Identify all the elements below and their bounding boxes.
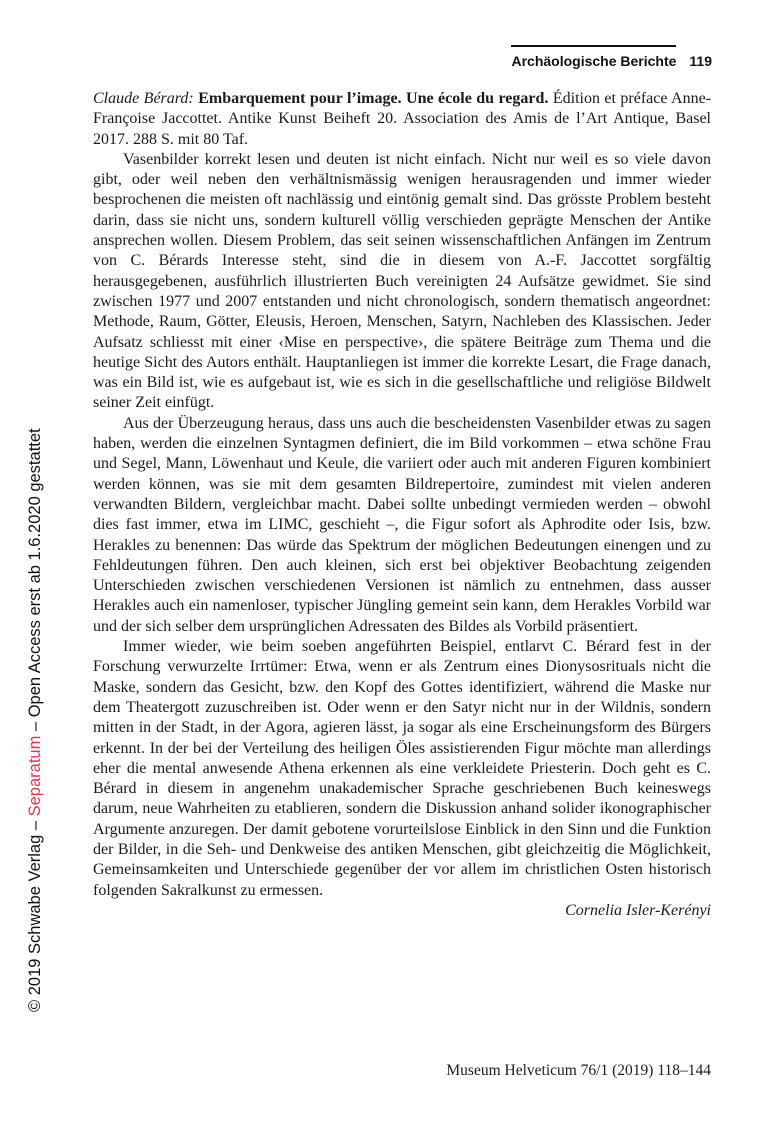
copyright-prefix: © 2019 Schwabe Verlag – <box>26 816 44 1012</box>
review-paragraph-2: Aus der Überzeugung heraus, dass uns auch die bescheidensten Vasenbilder etwas zu sagen haben, werden die einzelnen Syntagmen definiert, die im Bild vorkommen – etwa schöne Frau und Segel, Mann, Löwenhaut und Keule, die variiert oder auch mit anderen Figuren kombiniert werden können, was sie mit dem gesamten Bildrepertoire, zumindest mit vielen anderen verwandten Bildern, vergleichbar macht. Dabei sollte unbedingt vermieden werden – obwohl dies fast immer, etwa im LIMC, geschieht –, die Figur sofort als Aphrodite oder Isis, bzw. Herakles zu benennen: Das würde das Spektrum der möglichen Bedeutungen einengen und zu Fehldeutungen führen. Den auch kleinen, sich erst bei objektiver Beobachtung zeigenden Unterschieden zwischen verschiedenen Versionen ist nämlich zu entnehmen, dass ausser Herakles auch ein namenloser, typischer Jüngling gemeint sein kann, dem Herakles Vorbild war und der sich selber dem ursprünglichen Adressaten des Bildes als Vorbild präsentiert. <box>93 414 711 635</box>
book-author: Claude Bérard: <box>93 90 194 107</box>
review-paragraph-1: Vasenbilder korrekt lesen und deuten ist nicht einfach. Nicht nur weil es so viele davon gibt, oder weil neben den verhältnismässig wenigen herausragenden und immer wieder besprochenen die meisten oft nachlässig und eintönig gemalt sind. Das grösste Problem besteht darin, dass sie nicht uns, sondern kulturell völlig verschieden geprägte Menschen der Antike ansprechen wollen. Diesem Problem, das seit seinen wissenschaftlichen Anfängen im Zentrum von C. Bérards Interesse steht, sind die in diesem von A.-F. Jaccottet sorgfältig herausgegebenen, ausführlich illustrierten Buch vereinigten 24 Aufsätze gewidmet. Sie sind zwischen 1977 und 2007 entstanden und nicht chronologisch, sondern thematisch angeordnet: Methode, Raum, Götter, Eleusis, Heroen, Menschen, Satyrn, Nachleben des Klassischen. Jeder Aufsatz schliesst mit einer ‹Mise en perspective›, die spätere Beiträge zum Thema und die heutige Sicht des Autors enthält. Hauptanliegen ist immer die korrekte Lesart, die Frage danach, was ein Bild ist, wie es aufgebaut ist, wie es sich in die gesellschaftliche und religiöse Bildwelt seiner Zeit einfügt. <box>93 150 711 412</box>
copyright-sidebar <box>26 380 45 1012</box>
publication-info: Édition et préface Anne-Françoise Jaccottet. Antike Kunst Beiheft 20. Association des Amis de l’Art Antique, Basel 2017. 288 S. mit 80 Taf. <box>93 90 712 148</box>
copyright-suffix: – Open Access erst ab 1.6.2020 gestattet <box>26 428 44 736</box>
journal-reference: Museum Helveticum 76/1 (2019) 118–144 <box>446 1062 711 1079</box>
book-title: Embarquement pour l’image. Une école du regard. <box>198 90 549 107</box>
review-text-column <box>93 89 711 921</box>
reviewer-name: Cornelia Isler-Kerényi <box>565 901 711 919</box>
review-heading <box>93 89 711 150</box>
separatum-label: Separatum <box>26 735 44 817</box>
review-paragraph-3: Immer wieder, wie beim soeben angeführten Beispiel, entlarvt C. Bérard fest in der Forschung verwurzelte Irrtümer: Etwa, wenn er als Zentrum eines Dionysosrituals nicht die Maske, sondern das Gesicht, bzw. den Kopf des Gottes identifiziert, während die Maske nur dem Theatergott zuzuschreiben ist. Oder wenn er den Satyr nicht nur in der Wildnis, sondern mitten in der Stadt, in der Agora, agieren lässt, ja sogar als eine Erscheinungsform des Bürgers erkennt. In der bei der Verteilung des heiligen Öles assistierenden Figur möchte man allerdings eher die mental anwesende Athena erkennen als eine verkleidete Priesterin. Doch geht es C. Bérard in diesem in angenehm unakademischer Sprache geschriebenen Buch keineswegs darum, neue Wahrheiten zu etablieren, sondern die Diskussion anhand solider ikonographischer Argumente anzuregen. Der damit gebotene vorurteilslose Einblick in den Sinn und die Funktion der Bilder, in die Seh- und Denkweise des antiken Menschen, gibt gleichzeitig die Möglichkeit, Gemeinsamkeiten und Unterschiede gegenüber der vor allem im christlichen Osten historisch folgenden Sakralkunst zu ermessen. <box>93 638 711 899</box>
page-number: 119 <box>689 53 712 69</box>
running-head <box>511 45 712 69</box>
section-title: Archäologische Berichte <box>511 45 676 69</box>
